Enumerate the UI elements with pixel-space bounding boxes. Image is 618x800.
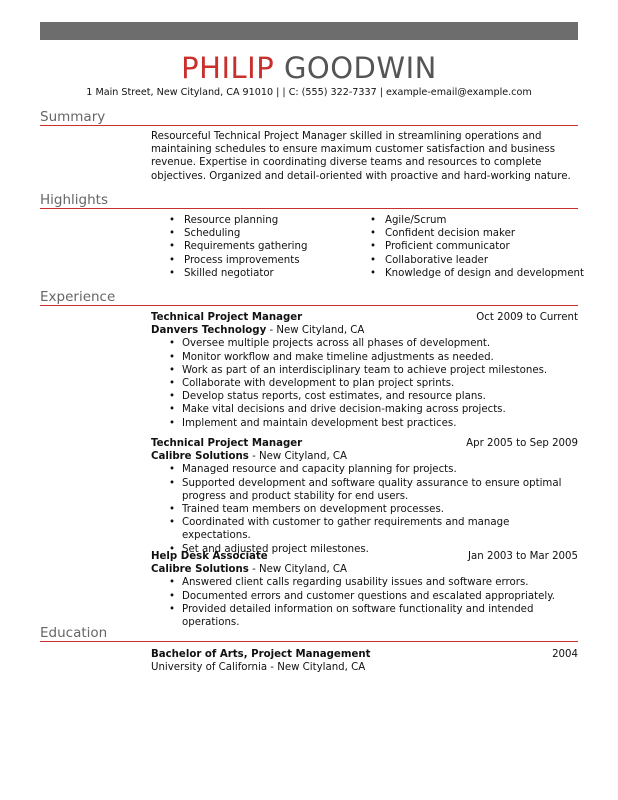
- job-title: Help Desk Associate: [151, 551, 268, 562]
- job-bullet: • Develop status reports, cost estimates, and resource plans.: [151, 390, 578, 403]
- job-bullet: • Monitor workflow and make timeline adjustments as needed.: [151, 351, 578, 364]
- job-bullets: [151, 576, 578, 629]
- highlight-item: • Scheduling: [169, 227, 307, 240]
- candidate-name: [0, 51, 618, 85]
- first-name: PHILIP: [181, 51, 275, 85]
- school: University of California - New Cityland, CA: [151, 662, 366, 674]
- job-entry: [151, 437, 578, 556]
- contact-line: 1 Main Street, New Cityland, CA 91010 | | C: (555) 322-7337 | example-email@example.com: [86, 87, 532, 98]
- job-employer: [151, 324, 578, 337]
- highlights-divider: [40, 208, 578, 209]
- job-bullet: • Implement and maintain development best practices.: [151, 417, 578, 430]
- highlight-item: • Confident decision maker: [370, 227, 584, 240]
- highlight-item: • Process improvements: [169, 254, 307, 267]
- job-dates: Oct 2009 to Current: [476, 312, 578, 323]
- job-entry: [151, 550, 578, 629]
- highlight-item: • Requirements gathering: [169, 240, 307, 253]
- company-name: Calibre Solutions: [151, 451, 249, 463]
- highlight-item: • Agile/Scrum: [370, 214, 584, 227]
- job-bullet: • Make vital decisions and drive decision-making across projects.: [151, 403, 578, 416]
- company-location: - New Cityland, CA: [266, 325, 365, 337]
- job-bullets: [151, 463, 578, 555]
- education-heading: Education: [40, 625, 108, 641]
- job-header: [151, 550, 578, 563]
- job-bullets: [151, 337, 578, 429]
- education-header: [151, 648, 578, 661]
- job-bullet: • Provided detailed information on software functionality and intended operations.: [151, 603, 578, 629]
- job-employer: [151, 450, 578, 463]
- job-bullet: • Trained team members on development processes.: [151, 503, 578, 516]
- job-dates: Jan 2003 to Mar 2005: [468, 551, 578, 562]
- summary-divider: [40, 125, 578, 126]
- job-bullet: • Set and adjusted project milestones.: [151, 543, 578, 556]
- job-header: [151, 311, 578, 324]
- experience-divider: [40, 305, 578, 306]
- job-bullet: • Work as part of an interdisciplinary team to achieve project milestones.: [151, 364, 578, 377]
- highlight-item: • Proficient communicator: [370, 240, 584, 253]
- company-location: - New Cityland, CA: [248, 564, 348, 576]
- education-divider: [40, 641, 578, 642]
- job-entry: [151, 311, 578, 430]
- summary-heading: Summary: [40, 109, 106, 125]
- highlight-item: • Knowledge of design and development: [370, 267, 584, 280]
- company-name: Danvers Technology: [151, 325, 267, 337]
- job-title: Technical Project Manager: [151, 312, 303, 323]
- highlight-item: • Resource planning: [169, 214, 307, 227]
- highlight-item: • Collaborative leader: [370, 254, 584, 267]
- job-bullet: • Documented errors and customer questions and escalated appropriately.: [151, 590, 578, 603]
- job-bullet: • Managed resource and capacity planning for projects.: [151, 463, 578, 476]
- highlights-right-list: [370, 214, 584, 280]
- highlights-left-list: [169, 214, 307, 280]
- job-employer: [151, 563, 578, 576]
- highlight-item: • Skilled negotiator: [169, 267, 307, 280]
- job-bullet: • Answered client calls regarding usability issues and software errors.: [151, 576, 578, 589]
- job-bullet: • Oversee multiple projects across all phases of development.: [151, 337, 578, 350]
- education-entry: [151, 648, 578, 674]
- company-location: - New Cityland, CA: [248, 451, 348, 463]
- summary-text: Resourceful Technical Project Manager skilled in streamlining operations and maintaining schedules to ensure maximum customer satisfaction and business revenue. Expertise in coordinating diverse teams and resources to complete objectives. Organized and detail-oriented with proactive and hard-working nature.: [151, 131, 571, 182]
- job-bullet: • Supported development and software quality assurance to ensure optimal progress and product stability for end users.: [151, 477, 578, 503]
- graduation-year: 2004: [552, 649, 578, 660]
- job-header: [151, 437, 578, 450]
- job-bullet: • Collaborate with development to plan project sprints.: [151, 377, 578, 390]
- highlights-heading: Highlights: [40, 192, 108, 208]
- company-name: Calibre Solutions: [151, 564, 249, 576]
- header-bar: [40, 22, 578, 40]
- degree: Bachelor of Arts, Project Management: [151, 649, 371, 660]
- job-title: Technical Project Manager: [151, 438, 303, 449]
- job-dates: Apr 2005 to Sep 2009: [466, 438, 578, 449]
- last-name: GOODWIN: [283, 51, 437, 85]
- experience-heading: Experience: [40, 289, 116, 305]
- job-bullet: • Coordinated with customer to gather requirements and manage expectations.: [151, 516, 578, 542]
